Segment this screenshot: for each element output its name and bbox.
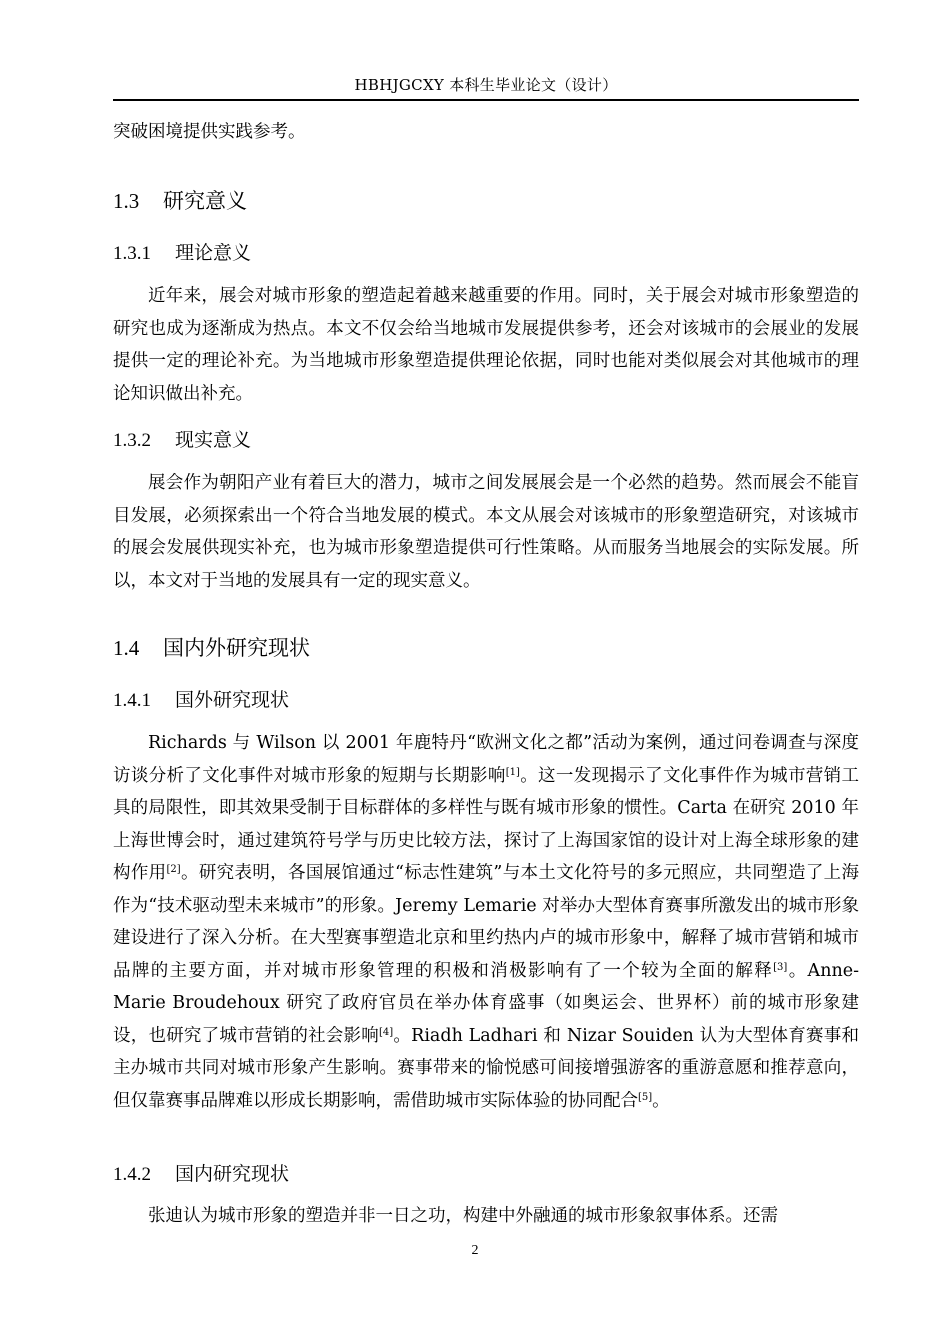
subsection-number: 1.4.1 [113, 690, 151, 711]
citation-ref: [2] [166, 864, 181, 875]
section-number: 1.4 [113, 636, 140, 660]
section-title: 研究意义 [163, 189, 247, 213]
citation-ref: [3] [773, 961, 788, 973]
paragraph-text: Richards 与 Wilson 以 2001 年鹿特丹“欧洲文化之都”活动为案例，通过问卷调查与深度访谈分析了文化事件对城市形象的短期与长期影响 [113, 733, 859, 786]
intro-paragraph: 突破困境提供实践参考。 [113, 122, 306, 142]
page-header-title: HBHJGCXY 本科生毕业论文（设计） [354, 76, 618, 94]
subsection-title: 国外研究现状 [175, 689, 290, 711]
foreign-research-paragraph [113, 727, 859, 1117]
section-number: 1.3 [113, 189, 140, 213]
subsection-heading-1-3-2 [113, 426, 251, 455]
citation-ref: [1] [505, 766, 520, 778]
subsection-title: 现实意义 [175, 429, 252, 451]
page-number: 2 [471, 1243, 479, 1258]
subsection-heading-1-4-2 [113, 1160, 289, 1189]
subsection-title: 理论意义 [175, 242, 252, 264]
subsection-title: 国内研究现状 [175, 1163, 290, 1185]
subsection-number: 1.3.2 [113, 430, 151, 451]
paragraph-text: 。Anne-Marie Broudehoux 研究了政府官员在举办体育盛事（如奥运会、世界杯）前的城市形象建设，也研究了城市营销的社会影响 [113, 960, 860, 1046]
practice-paragraph: 展会作为朝阳产业有着巨大的潜力，城市之间发展展会是一个必然的趋势。然而展会不能盲目发展，必须探索出一个符合当地发展的模式。本文从展会对该城市的形象塑造研究，对该城市的展会发展供现实补充，也为城市形象塑造提供可行性策略。从而服务当地展会的实际发展。所以，本文对于当地的发展具有一定的现实意义。 [113, 473, 859, 591]
subsection-number: 1.3.1 [113, 243, 151, 264]
paragraph-text: 。 [652, 1090, 670, 1111]
paragraph-text: 。Riadh Ladhari 和 Nizar Souiden 认为大型体育赛事和主办城市共同对城市形象产生影响。赛事带来的愉悦感可间接增强游客的重游意愿和推荐意向，但仅靠赛事品牌难以形成长期影响，需借助城市实际体验的协同配合 [113, 1025, 859, 1111]
section-heading-1-3 [113, 186, 247, 216]
subsection-number: 1.4.2 [113, 1164, 151, 1185]
section-heading-1-4 [113, 633, 310, 663]
citation-ref: [4] [379, 1026, 394, 1038]
subsection-heading-1-4-1 [113, 686, 289, 715]
subsection-heading-1-3-1 [113, 239, 251, 268]
domestic-research-paragraph: 张迪认为城市形象的塑造并非一日之功，构建中外融通的城市形象叙事体系。还需 [148, 1206, 778, 1226]
citation-ref: [5] [638, 1091, 653, 1103]
section-title: 国内外研究现状 [163, 636, 310, 660]
theory-paragraph: 近年来，展会对城市形象的塑造起着越来越重要的作用。同时，关于展会对城市形象塑造的研究也成为逐渐成为热点。本文不仅会给当地城市发展提供参考，还会对该城市的会展业的发展提供一定的理论补充。为当地城市形象塑造提供理论依据，同时也能对类似展会对其他城市的理论知识做出补充。 [113, 286, 859, 404]
header-divider [113, 99, 859, 101]
paragraph-text: 。研究表明，各国展馆通过“标志性建筑”与本土文化符号的多元照应，共同塑造了上海作为“技术驱动型未来城市”的形象。Jeremy Lemarie 对举办大型体育赛事所激发出的城市形象建设进行了深入分析。在大型赛事塑造北京和里约热内卢的城市形象中，解释了城市营销和城市品牌的主要方面，并对城市形象管理的积极和消极影响有了一个较为全面的解释 [113, 863, 860, 981]
paragraph-text: 。这一发现揭示了文化事件作为城市营销工具的局限性，即其效果受制于目标群体的多样性与既有城市形象的惯性。Carta 在研究 2010 年上海世博会时，通过建筑符号学与历史比较方法，探讨了上海国家馆的设计对上海全球形象的建构作用 [113, 765, 859, 883]
